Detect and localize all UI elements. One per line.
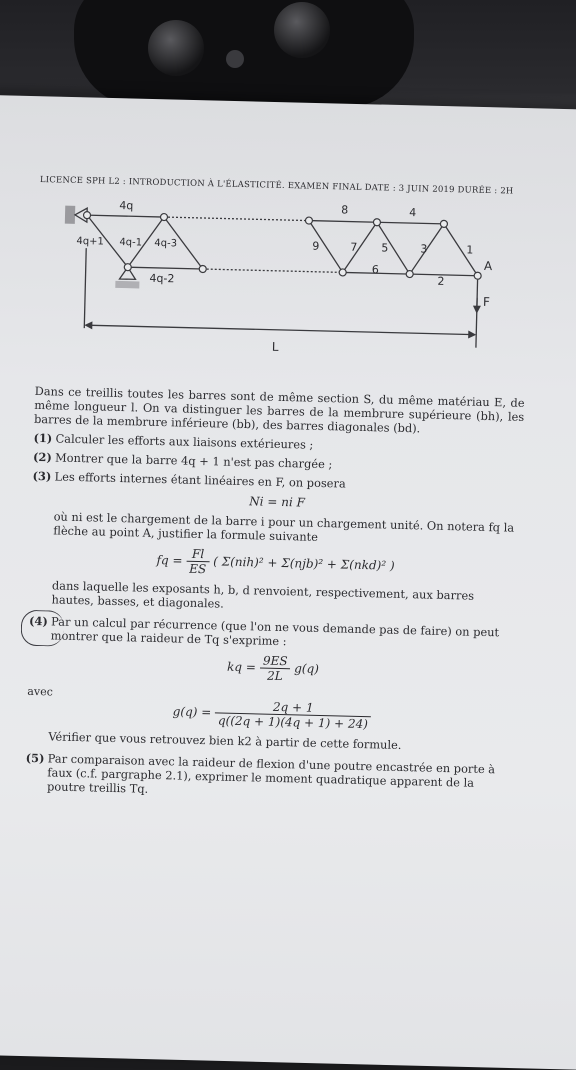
- right-stick: [274, 2, 330, 58]
- exam-content: [25, 175, 530, 805]
- fq-denominator: ES: [189, 561, 207, 577]
- exam-header: LICENCE SPH L2 : INTRODUCTION À L'ÉLASTICITÉ. EXAMEN FINAL DATE : 3 JUIN 2019 DURÉE : 2H: [39, 175, 514, 197]
- bar-label-4q: 4q: [119, 198, 134, 213]
- g-numerator: 2q + 1: [215, 698, 371, 717]
- question-number: (2): [32, 449, 52, 465]
- question-number: (3): [32, 468, 52, 484]
- kq-formula: [28, 648, 519, 689]
- truss-diagram: [35, 187, 530, 394]
- game-controller: [74, 0, 414, 108]
- question-text: Par un calcul par récurrence (que l'on ne vous demande pas de faire) on peut montrer que la raideur de Tq s'exprime :: [50, 614, 500, 649]
- bar-label-6: 6: [371, 263, 379, 277]
- ni-formula: Ni = ni F: [249, 494, 306, 510]
- length-label: L: [271, 339, 279, 354]
- intro-paragraph: Dans ce treillis toutes les barres sont de même section S, du même matériau E, de même longueur l. On va distinguer les barres de la membrure supérieure (bh), les barres de la membrure inférieure (bb), des barres diagonales (bd).: [33, 383, 525, 436]
- g-lhs: g(q) =: [172, 704, 212, 720]
- bar-label-5: 5: [381, 241, 389, 255]
- fq-sums: ( Σ(nih)² + Σ(njb)² + Σ(nkd)² ): [213, 554, 395, 573]
- fq-numerator: Fl: [186, 547, 209, 563]
- g-fraction: [215, 698, 372, 731]
- q4-verify: Vérifier que vous retrouvez bien k2 à partir de cette formule.: [48, 729, 402, 752]
- kq-denominator: 2L: [266, 668, 283, 684]
- kq-fraction: [259, 654, 290, 684]
- kq-lhs: kq =: [226, 659, 257, 675]
- q3-text-1: où ni est le chargement de la barre i pour un chargement unité. On notera fq la flèche au point A, justifier la formule suivante: [53, 509, 515, 544]
- question-number: (1): [33, 430, 53, 446]
- fq-fraction: [186, 547, 210, 577]
- question-number: (5): [25, 750, 45, 766]
- kq-numerator: 9ES: [260, 654, 291, 670]
- truss-figure: [35, 187, 530, 394]
- fq-formula: [30, 543, 521, 584]
- bar-label-4q1: 4q+1: [76, 235, 104, 248]
- fq-lhs: fq =: [156, 552, 183, 568]
- force-label: F: [482, 294, 491, 310]
- question-number: (4): [28, 613, 48, 629]
- bar-label-1: 1: [466, 243, 474, 257]
- bar-label-3: 3: [420, 242, 428, 256]
- bar-label-4q-3: 4q-3: [154, 237, 178, 250]
- bar-label-4: 4: [409, 206, 417, 220]
- point-a-label: A: [483, 258, 493, 274]
- question-text: Par comparaison avec la raideur de flexion d'une poutre encastrée en porte à faux (c.f. pargraphe 2.1), exprimer le moment quadratique apparent de la poutre treillis Tq.: [46, 751, 496, 796]
- bar-label-4q-1: 4q-1: [119, 236, 143, 249]
- question-4: [29, 614, 520, 654]
- left-stick: [148, 20, 204, 76]
- question-text: Les efforts internes étant linéaires en F, on posera: [54, 469, 346, 491]
- bar-label-2: 2: [437, 274, 445, 288]
- bar-label-8: 8: [341, 203, 349, 217]
- avec-label: avec: [27, 684, 53, 699]
- bar-label-9: 9: [312, 239, 320, 253]
- kq-rhs: g(q): [294, 661, 320, 676]
- question-text: Montrer que la barre 4q + 1 n'est pas chargée ;: [54, 450, 333, 472]
- q3-text-2: dans laquelle les exposants h, b, d renvoient, respectivement, aux barres hautes, basses, et diagonales.: [51, 578, 475, 611]
- ps-button: [226, 50, 244, 68]
- question-text: Calculer les efforts aux liaisons extérieures ;: [55, 431, 314, 452]
- bar-label-4q-2: 4q-2: [149, 271, 175, 286]
- g-denominator: q((2q + 1)(4q + 1) + 24): [217, 713, 369, 732]
- bar-label-7: 7: [350, 240, 358, 254]
